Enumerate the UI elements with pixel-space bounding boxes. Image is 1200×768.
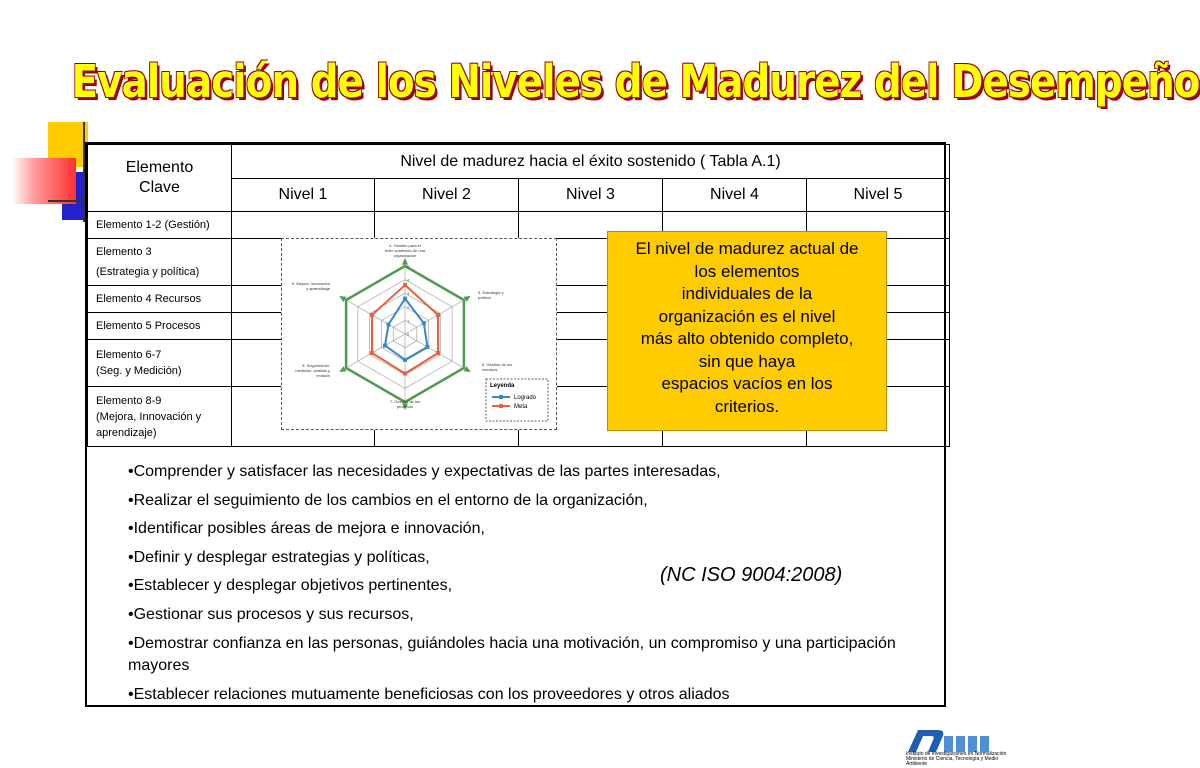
radar-series-point xyxy=(436,313,440,317)
callout-line: más alto obtenido completo, xyxy=(640,329,854,348)
callout-line: El nivel de madurez actual de xyxy=(635,239,859,258)
radar-legend-marker xyxy=(499,395,503,399)
row-label-line: (Mejora, Innovación y xyxy=(96,410,202,423)
radar-series-point xyxy=(403,371,407,375)
radar-legend-label: Logrado xyxy=(514,395,537,401)
logo-line: Ministerio de Ciencia, Tecnología y Medio Ambiente xyxy=(906,756,999,767)
radar-series-point xyxy=(403,283,407,287)
radar-axis-label: 5. Estrategia y política xyxy=(478,290,504,300)
bullet-item: •Realizar el seguimiento de los cambios en el entorno de la organización, xyxy=(128,491,648,509)
radar-axis-label: 7. Gestión de los procesos xyxy=(389,399,421,409)
bullet-item: •Demostrar confianza en las personas, guiándoles hacia una motivación, un compromiso y una participación mayores xyxy=(128,635,896,674)
callout-line: sin que haya xyxy=(698,351,796,371)
deco-horizontal-line xyxy=(48,200,88,202)
row-label-line: Elemento 8-9 xyxy=(96,394,162,407)
row-label-estrategia xyxy=(88,239,232,286)
inin-logo-icon xyxy=(904,726,994,754)
radar-spoke xyxy=(346,334,405,368)
radar-axis-label: 4. Gestión para el éxito sostenido de una organización xyxy=(384,243,426,258)
bullet-item: •Gestionar sus procesos y sus recursos, xyxy=(128,605,414,623)
radar-series-point xyxy=(403,297,407,301)
row-label-line: (Estrategia y política) xyxy=(96,266,200,278)
radar-scale-label: 1 xyxy=(407,318,410,324)
radar-series-point xyxy=(387,322,391,326)
row-label-line: Elemento 1-2 (Gestión) xyxy=(96,219,210,231)
row-label-procesos xyxy=(88,313,232,340)
maturity-header: Nivel de madurez hacia el éxito sostenido ( Tabla A.1) xyxy=(232,145,950,179)
logo-line: Instituto de Investigaciones en Normalización xyxy=(906,751,1007,757)
radar-axis-label: 6. Gestión de los recursos xyxy=(482,362,513,372)
iso-reference: (NC ISO 9004:2008) xyxy=(660,564,843,586)
element-header-cell xyxy=(88,145,232,212)
bullet-item: •Identificar posibles áreas de mejora e innovación, xyxy=(128,520,485,537)
radar-legend-label: Meta xyxy=(514,404,528,410)
row-label-line: Elemento 4 Recursos xyxy=(96,293,202,305)
row-label-line: Elemento 3 xyxy=(96,246,152,258)
bullet-item: •Comprender y satisfacer las necesidades y expectativas de las partes interesadas, xyxy=(128,463,721,480)
row-label-line: Elemento 6-7 xyxy=(96,349,162,361)
radar-axis-label: 9. Mejora, innovación y aprendizaje xyxy=(291,281,330,291)
level-4-header: Nivel 4 xyxy=(663,179,807,212)
level-5-header: Nivel 5 xyxy=(807,179,950,212)
callout-line: individuales de la xyxy=(681,284,813,303)
maturity-callout xyxy=(607,231,887,431)
row-label-gestion xyxy=(88,212,232,239)
radar-series-point xyxy=(370,351,374,355)
logo-text xyxy=(906,752,1016,767)
radar-scale-label: 3 xyxy=(407,291,410,297)
radar-spoke xyxy=(405,300,464,334)
radar-scale-label: 5 xyxy=(407,264,410,269)
radar-scale-label: 2 xyxy=(407,304,410,310)
element-header: Elemento Clave xyxy=(125,159,194,196)
row-label-recursos xyxy=(88,286,232,313)
radar-chart-panel xyxy=(281,238,557,430)
radar-series-point xyxy=(383,344,387,348)
radar-scale-label: 0 xyxy=(407,332,410,337)
radar-series-point xyxy=(425,345,429,349)
radar-legend-title: Leyenda xyxy=(490,383,515,389)
level-2-header: Nivel 2 xyxy=(375,179,519,212)
bullet-item: •Establecer relaciones mutuamente beneficiosas con los proveedores y otros aliados xyxy=(128,686,730,703)
callout-line: organización es el nivel xyxy=(658,306,836,326)
radar-series-point xyxy=(436,351,440,355)
radar-axis-label: 8. Seguimiento, medición, análisis y revisión xyxy=(295,363,330,378)
deco-red-square xyxy=(12,158,76,204)
callout-line: los elementos xyxy=(694,261,800,281)
level-3-header: Nivel 3 xyxy=(519,179,663,212)
page-title: Evaluación de los Niveles de Madurez del Desempeño xyxy=(71,55,1200,108)
radar-spoke xyxy=(346,300,405,334)
radar-spoke xyxy=(405,334,464,368)
callout-line: criterios. xyxy=(714,396,780,416)
bullet-item: •Definir y desplegar estrategias y políticas, xyxy=(128,548,430,566)
level-1-header: Nivel 1 xyxy=(232,179,375,212)
radar-series-point xyxy=(370,313,374,317)
row-label-line: aprendizaje) xyxy=(96,426,157,439)
radar-chart xyxy=(282,239,556,429)
bullet-item: •Establecer y desplegar objetivos pertinentes, xyxy=(128,577,453,594)
radar-series-point xyxy=(422,321,426,325)
radar-series-point xyxy=(403,358,407,362)
row-label-line: Elemento 5 Procesos xyxy=(96,320,201,332)
radar-legend-marker xyxy=(499,404,503,408)
callout-line: espacios vacíos en los xyxy=(661,374,833,393)
radar-scale-label: 4 xyxy=(407,277,410,283)
row-label-mejora xyxy=(88,387,232,447)
row-label-line: (Seg. y Medición) xyxy=(96,365,182,377)
row-label-seguimiento xyxy=(88,340,232,387)
